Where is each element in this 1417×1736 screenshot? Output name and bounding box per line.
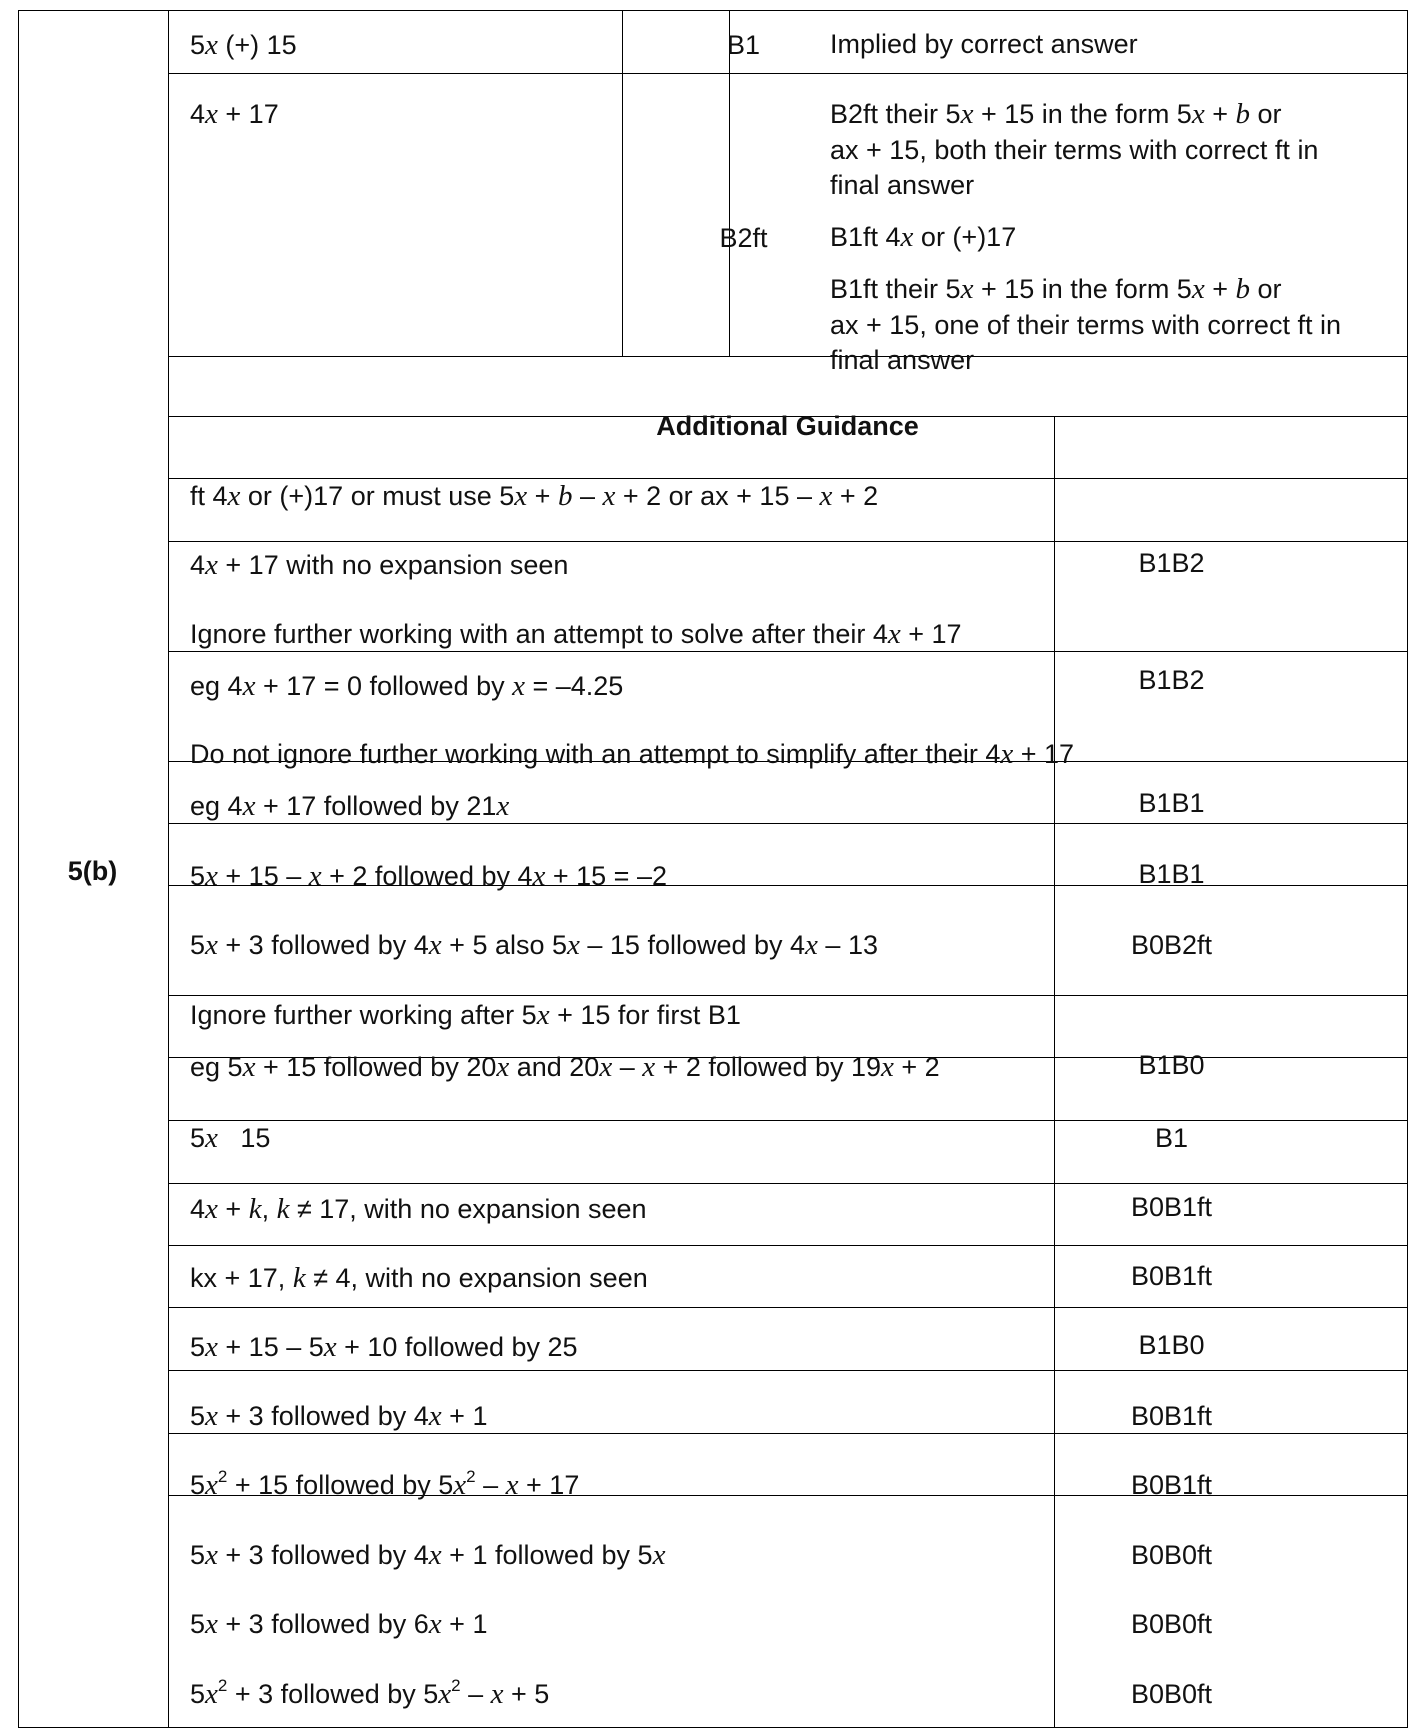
comment-line: B1ft 4x or (+)17 bbox=[830, 221, 1017, 253]
guidance-text: 5x + 3 followed by 6x + 1 bbox=[190, 1608, 488, 1640]
rule-row bbox=[168, 995, 1407, 996]
rule-mark-column-left bbox=[622, 11, 623, 357]
mark-cell: B2ft bbox=[719, 223, 768, 253]
comment-line: B1ft their 5x + 15 in the form 5x + b or bbox=[830, 273, 1282, 305]
comment-line: final answer bbox=[830, 345, 975, 375]
guidance-mark: B1 bbox=[1154, 1123, 1189, 1153]
rule-row bbox=[168, 73, 1407, 74]
guidance-text: kx + 17, k ≠ 4, with no expansion seen bbox=[190, 1262, 648, 1294]
guidance-mark: B1B1 bbox=[1138, 859, 1205, 889]
guidance-mark: B0B0ft bbox=[1130, 1540, 1213, 1570]
guidance-text: 4x + k, k ≠ 17, with no expansion seen bbox=[190, 1193, 647, 1225]
rule-row bbox=[168, 356, 1407, 357]
rule-question-column bbox=[168, 11, 169, 1727]
guidance-text: 4x + 17 with no expansion seen bbox=[190, 549, 569, 581]
rule-row bbox=[168, 1183, 1407, 1184]
guidance-mark: B0B1ft bbox=[1130, 1261, 1213, 1291]
guidance-text: $5x^2 + 3$ followed by $5x^2 - x + 5$ bbox=[190, 1676, 550, 1710]
guidance-text: Do not ignore further working with an attempt to simplify after their 4x + 17 bbox=[190, 738, 1075, 770]
rule-row bbox=[168, 651, 1407, 652]
guidance-text: 5x + 15 – 5x + 10 followed by 25 bbox=[190, 1331, 578, 1363]
guidance-text: 5x + 15 – x + 2 followed by 4x + 15 = –2 bbox=[190, 860, 667, 892]
guidance-mark: B1B1 bbox=[1138, 788, 1205, 818]
guidance-text: eg 4x + 17 followed by 21x bbox=[190, 790, 510, 822]
rule-row bbox=[168, 1307, 1407, 1308]
guidance-text: 5x + 3 followed by 4x + 1 bbox=[190, 1400, 488, 1432]
guidance-mark: B1B2 bbox=[1138, 548, 1205, 578]
rule-mark-column-right bbox=[729, 11, 730, 357]
guidance-mark: B0B2ft bbox=[1130, 930, 1213, 960]
rule-row bbox=[168, 823, 1407, 824]
guidance-text: 5x 15 bbox=[190, 1122, 271, 1154]
comment-line: ax + 15, one of their terms with correct ft in bbox=[830, 310, 1341, 340]
guidance-mark: B0B0ft bbox=[1130, 1609, 1213, 1639]
comment-line: final answer bbox=[830, 170, 975, 200]
guidance-text: Ignore further working after 5x + 15 for first B1 bbox=[190, 999, 741, 1031]
guidance-mark: B1B0 bbox=[1138, 1330, 1205, 1360]
answer-cell: 5x (+) 15 bbox=[190, 29, 297, 61]
rule-row bbox=[168, 1370, 1407, 1371]
guidance-mark: B0B1ft bbox=[1130, 1470, 1213, 1500]
guidance-text: 5x + 3 followed by 4x + 1 followed by 5x bbox=[190, 1539, 666, 1571]
guidance-text: eg 4x + 17 = 0 followed by x = –4.25 bbox=[190, 670, 624, 702]
comment-line: Implied by correct answer bbox=[830, 29, 1138, 59]
comment-line: ax + 15, both their terms with correct ft in bbox=[830, 135, 1319, 165]
mark-cell: B1 bbox=[726, 30, 761, 60]
comment-line: B2ft their 5x + 15 in the form 5x + b or bbox=[830, 98, 1282, 130]
guidance-mark: B0B0ft bbox=[1130, 1679, 1213, 1709]
rule-row bbox=[168, 1245, 1407, 1246]
guidance-text: eg 5x + 15 followed by 20x and 20x – x + 2 followed by 19x + 2 bbox=[190, 1051, 940, 1083]
guidance-text: 5x + 3 followed by 4x + 5 also 5x – 15 followed by 4x – 13 bbox=[190, 929, 878, 961]
guidance-mark: B0B1ft bbox=[1130, 1401, 1213, 1431]
guidance-text: $5x^2 + 15$ followed by $5x^2 - x + 17$ bbox=[190, 1467, 580, 1501]
guidance-text: ft 4x or (+)17 or must use 5x + b – x + 2 or ax + 15 – x + 2 bbox=[190, 480, 879, 512]
guidance-text: Ignore further working with an attempt to solve after their 4x + 17 bbox=[190, 618, 962, 650]
guidance-mark: B0B1ft bbox=[1130, 1192, 1213, 1222]
guidance-heading: Additional Guidance bbox=[656, 411, 919, 441]
rule-row bbox=[168, 541, 1407, 542]
question-label: 5(b) bbox=[67, 856, 118, 886]
answer-cell: 4x + 17 bbox=[190, 98, 279, 130]
guidance-mark: B1B0 bbox=[1138, 1050, 1205, 1080]
guidance-mark: B1B2 bbox=[1138, 665, 1205, 695]
rule-row bbox=[168, 1433, 1407, 1434]
